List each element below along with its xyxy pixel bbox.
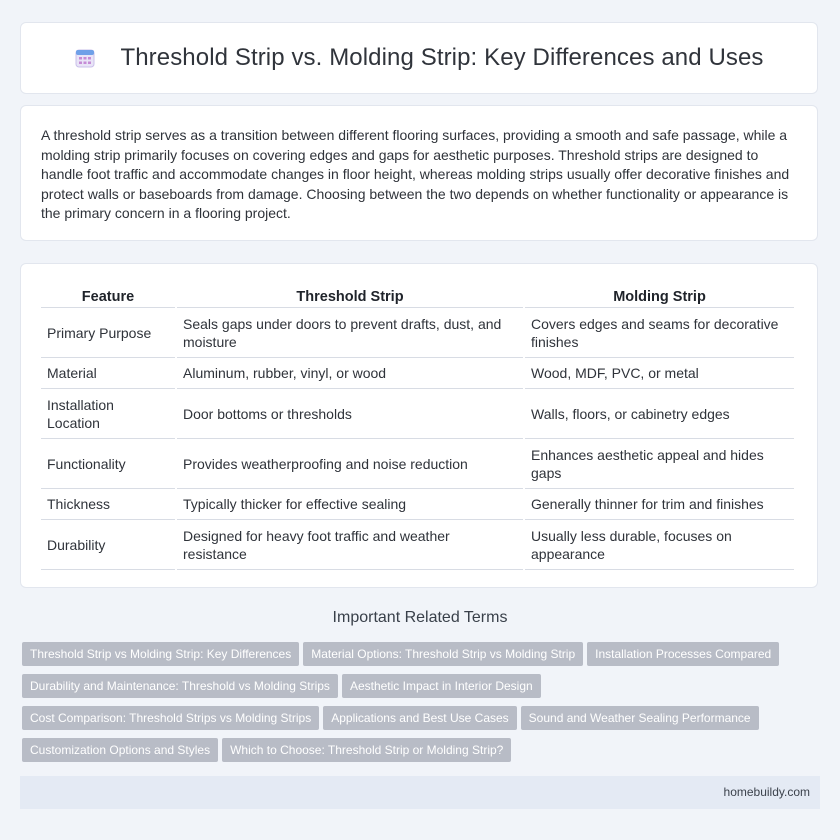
- column-header-molding: Molding Strip: [525, 284, 794, 308]
- table-cell: Provides weatherproofing and noise reduction: [177, 439, 523, 489]
- table-cell: Functionality: [41, 439, 175, 489]
- table-cell: Material: [41, 358, 175, 389]
- table-row: [41, 308, 794, 358]
- intro-card: [20, 105, 818, 241]
- column-header-threshold: Threshold Strip: [177, 284, 523, 308]
- table-cell: Designed for heavy foot traffic and weather resistance: [177, 520, 523, 570]
- footer-site-link[interactable]: homebuildy.com: [723, 785, 810, 799]
- table-row: [41, 389, 794, 439]
- table-cell: Door bottoms or thresholds: [177, 389, 523, 439]
- page-title: Threshold Strip vs. Molding Strip: Key Differences and Uses: [120, 44, 764, 71]
- table-cell: Walls, floors, or cabinetry edges: [525, 389, 794, 439]
- column-header-feature: Feature: [41, 284, 175, 308]
- related-term-tag[interactable]: Aesthetic Impact in Interior Design: [342, 674, 541, 698]
- related-term-tag[interactable]: Installation Processes Compared: [587, 642, 779, 666]
- comparison-card: [20, 263, 818, 588]
- table-row: [41, 489, 794, 520]
- table-cell: Enhances aesthetic appeal and hides gaps: [525, 439, 794, 489]
- table-cell: Generally thinner for trim and finishes: [525, 489, 794, 520]
- footer-bar: [20, 776, 820, 809]
- table-row: [41, 439, 794, 489]
- table-cell: Covers edges and seams for decorative finishes: [525, 308, 794, 358]
- table-header-row: [41, 284, 794, 308]
- table-cell: Durability: [41, 520, 175, 570]
- table-cell: Seals gaps under doors to prevent drafts, dust, and moisture: [177, 308, 523, 358]
- table-cell: Thickness: [41, 489, 175, 520]
- related-terms-list: [22, 642, 822, 770]
- table-cell: Aluminum, rubber, vinyl, or wood: [177, 358, 523, 389]
- comparison-table: [39, 284, 796, 570]
- table-row: [41, 520, 794, 570]
- related-term-tag[interactable]: Durability and Maintenance: Threshold vs Molding Strips: [22, 674, 338, 698]
- intro-paragraph: A threshold strip serves as a transition between different flooring surfaces, providing a smooth and safe passage, while a molding strip primarily focuses on covering edges and gaps for aesthetic purposes. Threshold strips are designed to handle foot traffic and accommodate changes in floor height, whereas molding strips usually offer decorative finishes and protect walls or baseboards from damage. Choosing between the two depends on whether functionality or appearance is the primary concern in a flooring project.: [41, 127, 790, 221]
- table-cell: Typically thicker for effective sealing: [177, 489, 523, 520]
- table-cell: Usually less durable, focuses on appearance: [525, 520, 794, 570]
- title-card: [20, 22, 818, 94]
- related-term-tag[interactable]: Cost Comparison: Threshold Strips vs Molding Strips: [22, 706, 319, 730]
- table-cell: Primary Purpose: [41, 308, 175, 358]
- related-terms-heading: Important Related Terms: [332, 609, 508, 626]
- table-cell: Wood, MDF, PVC, or metal: [525, 358, 794, 389]
- table-row: [41, 358, 794, 389]
- related-term-tag[interactable]: Which to Choose: Threshold Strip or Molding Strip?: [222, 738, 511, 762]
- related-term-tag[interactable]: Applications and Best Use Cases: [323, 706, 516, 730]
- related-term-tag[interactable]: Threshold Strip vs Molding Strip: Key Differences: [22, 642, 299, 666]
- related-term-tag[interactable]: Sound and Weather Sealing Performance: [521, 706, 759, 730]
- related-term-tag[interactable]: Customization Options and Styles: [22, 738, 218, 762]
- calendar-icon: [74, 47, 96, 69]
- table-cell: Installation Location: [41, 389, 175, 439]
- related-term-tag[interactable]: Material Options: Threshold Strip vs Molding Strip: [303, 642, 583, 666]
